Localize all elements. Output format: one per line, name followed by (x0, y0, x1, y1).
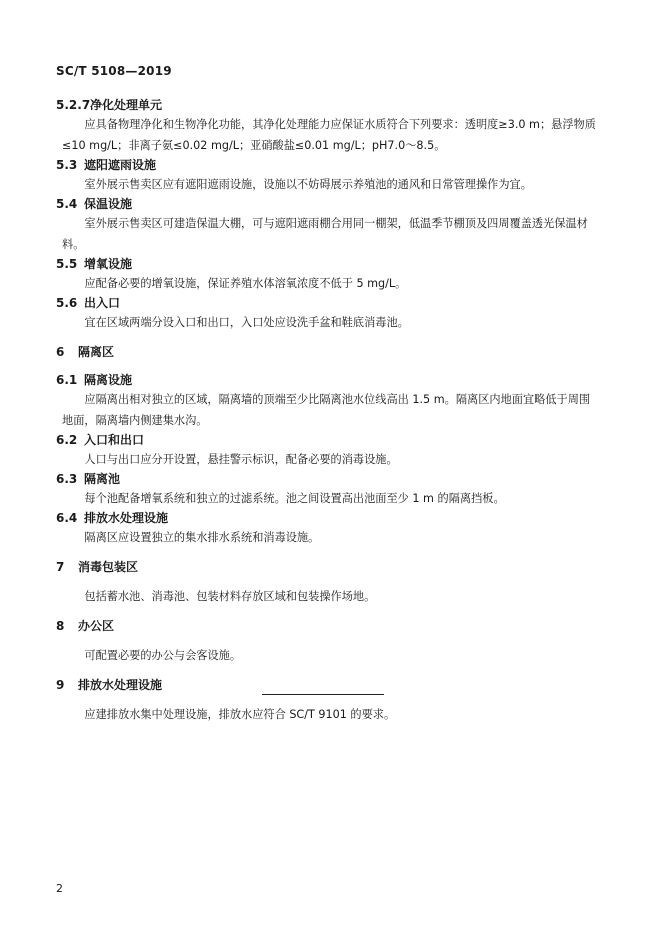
section-7 (56, 558, 596, 607)
section-text: 包括蓄水池、消毒池、包装材料存放区域和包装操作场地。 (84, 590, 376, 603)
page-number: 2 (56, 882, 63, 895)
section-text: 宜在区域两端分设入口和出口，入口处应设洗手盆和鞋底消毒池。 (84, 316, 409, 329)
section-title: 办公区 (78, 619, 115, 633)
section-number: 5.3 (56, 158, 78, 172)
section-title: 隔离池 (84, 472, 121, 486)
section-text: 应具备物理净化和生物净化功能，其净化处理能力应保证水质符合下列要求：透明度≥3.0 m；悬浮物质≤10 mg/L；非离子氨≤0.02 mg/L；亚硝酸盐≤0.01 mg/L；pH7.0～8.5。 (62, 118, 596, 152)
section-title: 消毒包装区 (78, 560, 139, 574)
section-title: 隔离设施 (84, 373, 133, 387)
section-text: 可配置必要的办公与会客设施。 (84, 649, 242, 662)
section-5-2-7 (56, 96, 596, 156)
section-5-6 (56, 294, 596, 333)
section-6-3 (56, 470, 596, 509)
section-6 (56, 343, 596, 361)
section-title: 入口和出口 (84, 433, 145, 447)
section-6-1 (56, 371, 596, 431)
section-text: 室外展示售卖区可建造保温大棚，可与遮阳遮雨棚合用同一棚架，低温季节棚顶及四周覆盖透光保温材料。 (62, 217, 588, 251)
section-text: 室外展示售卖区应有遮阳遮雨设施，设施以不妨碍展示养殖池的通风和日常管理操作为宜。 (84, 178, 532, 191)
section-title: 净化处理单元 (90, 98, 163, 112)
section-6-4 (56, 509, 596, 548)
section-title: 排放水处理设施 (78, 678, 163, 692)
section-number: 9 (56, 678, 65, 692)
section-number: 6.3 (56, 472, 78, 486)
section-8 (56, 617, 596, 666)
section-number: 5.2.7 (56, 98, 91, 112)
section-title: 保温设施 (84, 197, 133, 211)
document-body (56, 96, 596, 725)
section-number: 5.4 (56, 197, 78, 211)
section-number: 6.1 (56, 373, 78, 387)
section-text: 每个池配备增氧系统和独立的过滤系统。池之间设置高出池面至少 1 m 的隔离挡板。 (84, 492, 505, 505)
section-6-2 (56, 431, 596, 470)
section-title: 增氧设施 (84, 257, 133, 271)
section-5-3 (56, 156, 596, 195)
section-number: 8 (56, 619, 65, 633)
section-number: 6 (56, 345, 65, 359)
section-text: 应建排放水集中处理设施，排放水应符合 SC/T 9101 的要求。 (84, 708, 396, 721)
section-text: 应隔离出相对独立的区域，隔离墙的顶端至少比隔离池水位线高出 1.5 m。隔离区内地面宜略低于周围地面，隔离墙内侧建集水沟。 (62, 393, 591, 427)
section-5-4 (56, 195, 596, 255)
end-rule (262, 694, 384, 695)
section-title: 出入口 (84, 296, 121, 310)
section-5-5 (56, 255, 596, 294)
section-title: 遮阳遮雨设施 (84, 158, 157, 172)
section-text: 隔离区应设置独立的集水排水系统和消毒设施。 (84, 531, 320, 544)
section-title: 隔离区 (78, 345, 115, 359)
section-number: 5.6 (56, 296, 78, 310)
section-text: 应配备必要的增氧设施，保证养殖水体溶氧浓度不低于 5 mg/L。 (84, 277, 407, 290)
section-text: 人口与出口应分开设置，悬挂警示标识，配备必要的消毒设施。 (84, 453, 398, 466)
standard-code: SC/T 5108—2019 (56, 64, 172, 78)
section-number: 7 (56, 560, 65, 574)
section-9 (56, 676, 596, 725)
section-title: 排放水处理设施 (84, 511, 169, 525)
section-number: 6.2 (56, 433, 78, 447)
section-number: 5.5 (56, 257, 78, 271)
section-number: 6.4 (56, 511, 78, 525)
